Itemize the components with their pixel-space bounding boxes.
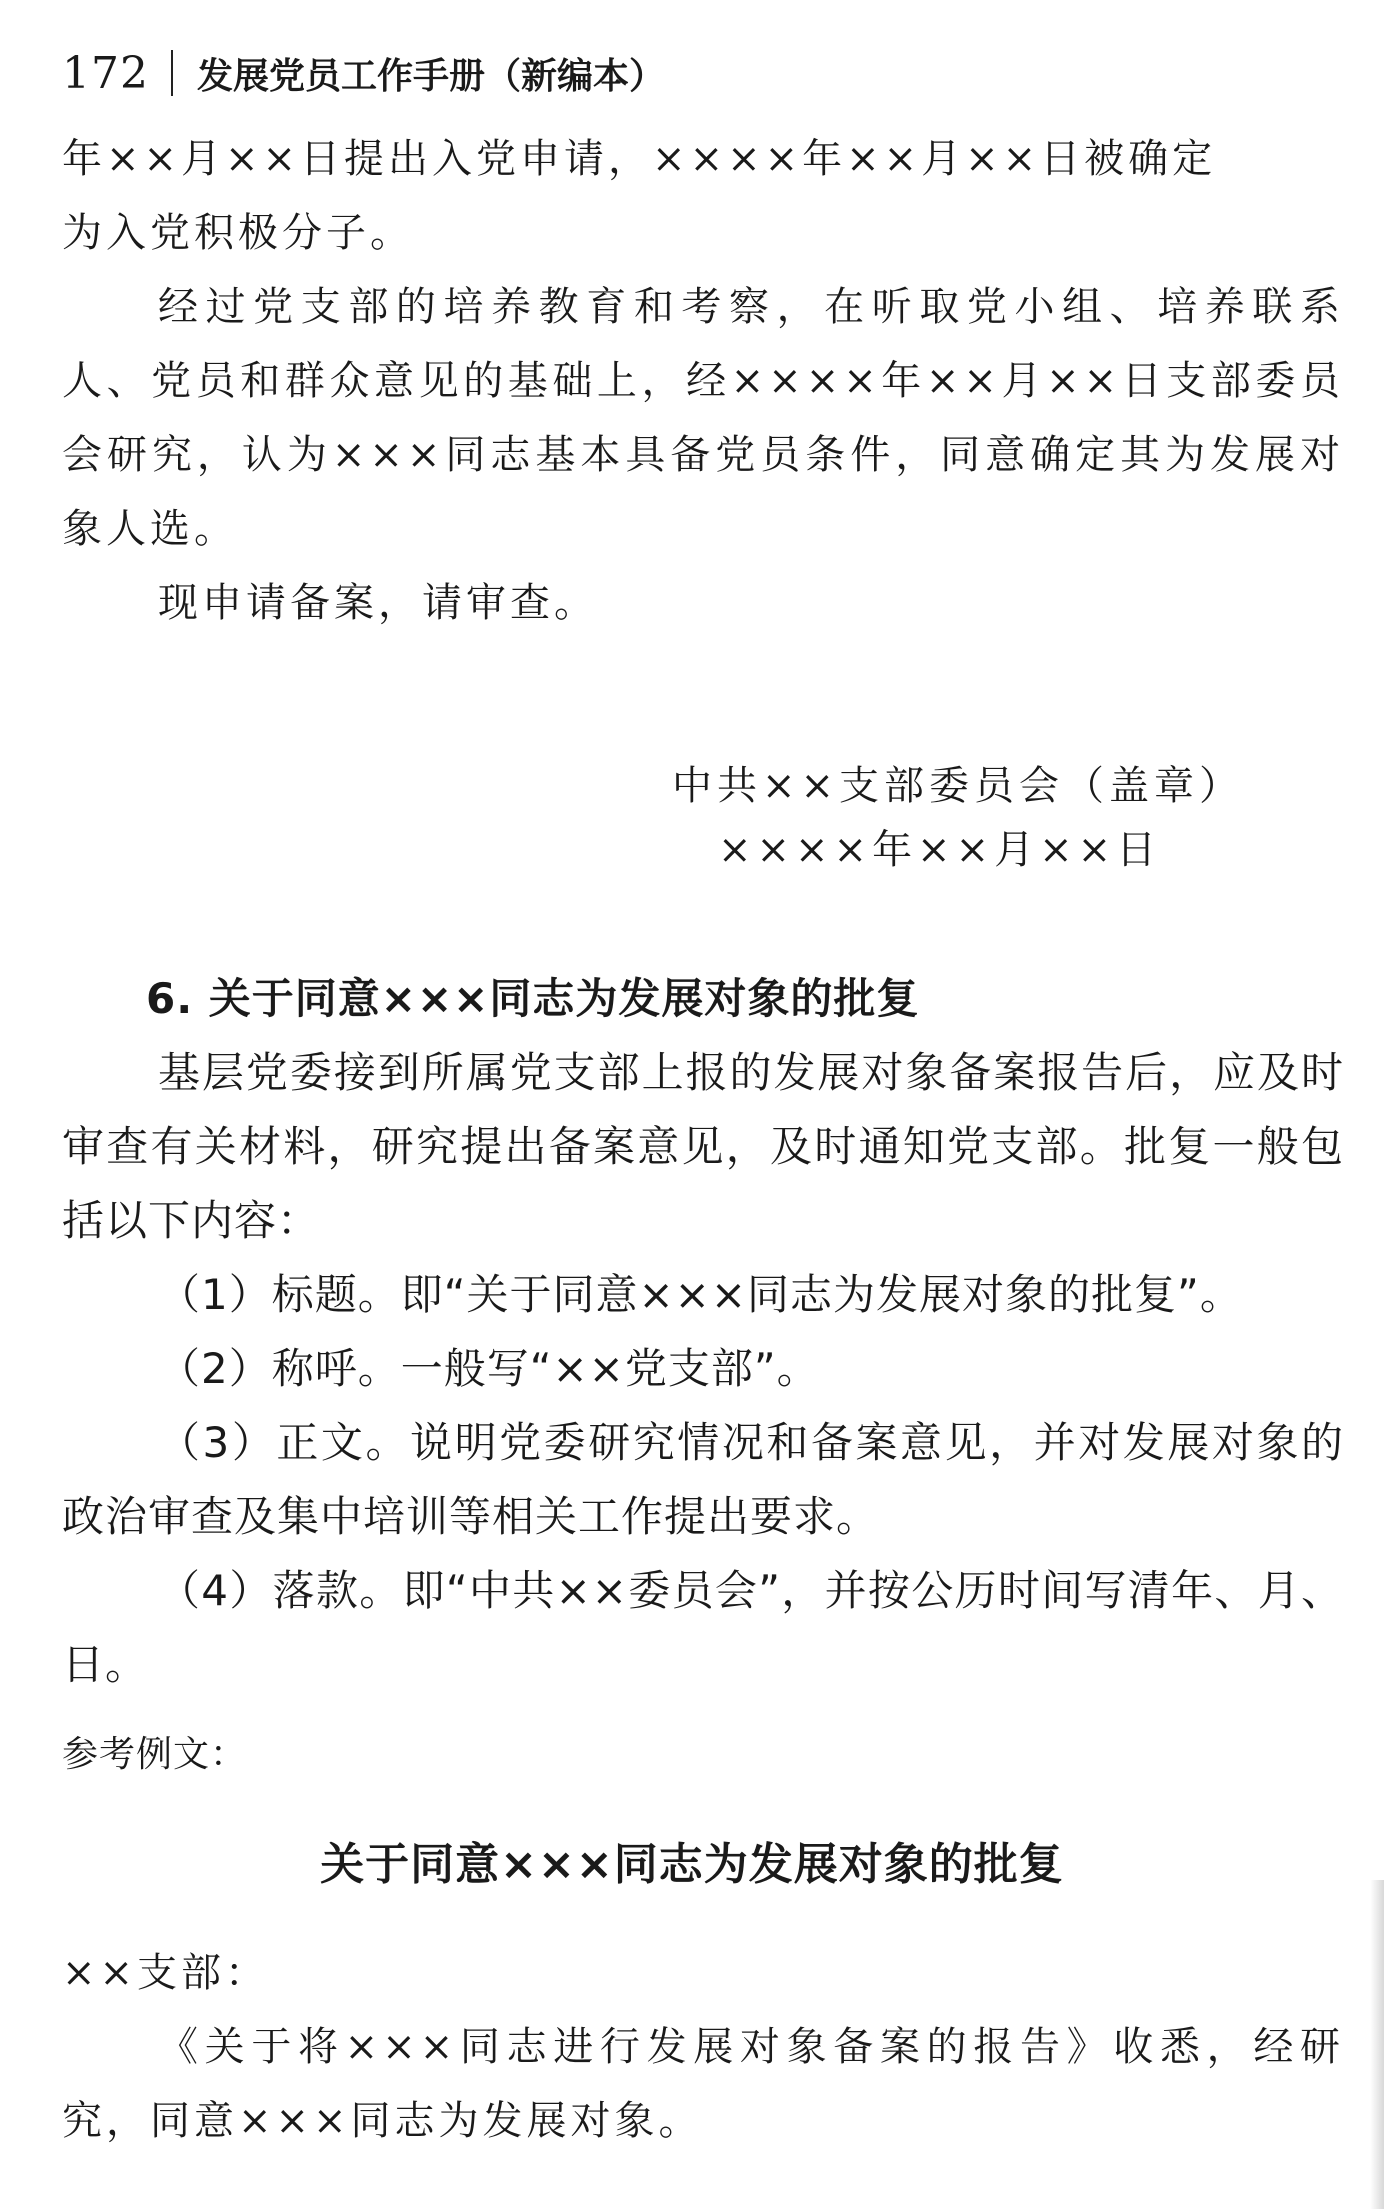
paragraph-3: 现申请备案，请审查。 <box>158 580 598 626</box>
paragraph-2: 经过党支部的培养教育和考察，在听取党小组、培养联系人、党员和群众意见的基础上，经××××年××月××日支部委员会研究，认为×××同志基本具备党员条件，同意确定其为发展对象人选。 <box>62 284 1344 552</box>
example-paragraph: 《关于将×××同志进行发展对象备案的报告》收悉，经研究，同意×××同志为发展对象。 <box>62 2024 1344 2144</box>
paragraph-1-line-2: 为入党积极分子。 <box>62 210 414 256</box>
example-body <box>62 1936 1344 2158</box>
paragraph-1-line-1: 年××月××日提出入党申请，××××年××月××日被确定 <box>62 136 1217 182</box>
page-edge-shadow <box>1370 1880 1384 2209</box>
list-item-salutation: （2）称呼。一般写“××党支部”。 <box>158 1344 820 1393</box>
reference-label: 参考例文： <box>62 1734 248 1775</box>
top-section <box>62 122 1344 640</box>
list-item-title: （1）标题。即“关于同意×××同志为发展对象的批复”。 <box>158 1270 1243 1319</box>
signature-org: 中共××支部委员会（盖章） <box>672 763 1245 809</box>
page-number: 172 <box>62 47 149 99</box>
section-body <box>62 1036 1344 1702</box>
section-heading: 6. 关于同意×××同志为发展对象的批复 <box>146 974 920 1023</box>
list-item-body: （3）正文。说明党委研究情况和备案意见，并对发展对象的政治审查及集中培训等相关工作提出要求。 <box>62 1418 1344 1541</box>
header-divider <box>171 50 173 96</box>
example-salutation: ××支部： <box>62 1950 270 1996</box>
book-title: 发展党员工作手册（新编本） <box>196 55 665 97</box>
section-intro: 基层党委接到所属党支部上报的发展对象备案报告后，应及时审查有关材料，研究提出备案意见，及时通知党支部。批复一般包括以下内容： <box>62 1048 1344 1245</box>
example-title: 关于同意×××同志为发展对象的批复 <box>320 1839 1064 1890</box>
signature-date: ××××年××月××日 <box>718 827 1162 873</box>
list-item-closing: （4）落款。即“中共××委员会”，并按公历时间写清年、月、日。 <box>62 1566 1344 1689</box>
page-header <box>62 38 665 108</box>
